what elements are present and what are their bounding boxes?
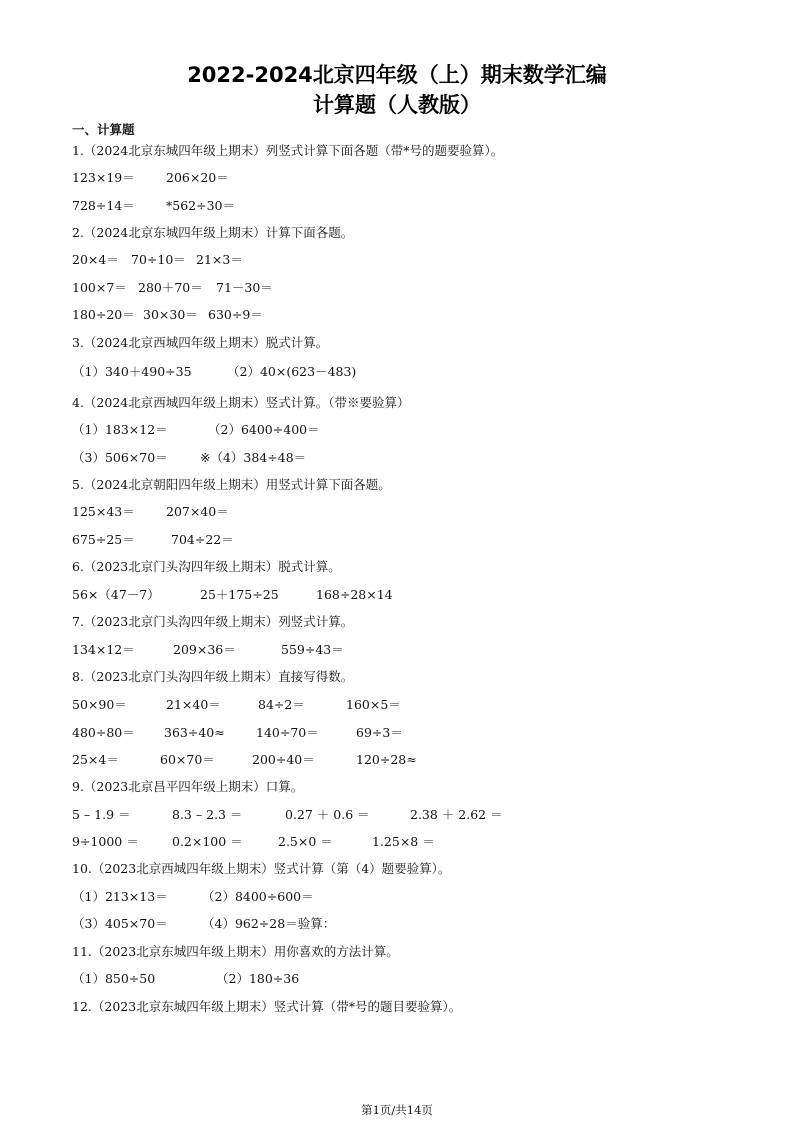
document-title: 2022-2024北京四年级（上）期末数学汇编 xyxy=(187,63,607,87)
expression: 9÷1000 ＝ xyxy=(72,834,139,849)
expression: （3）506×70＝ xyxy=(72,450,168,465)
expression: 25＋175÷25 xyxy=(200,587,279,602)
question-5-stem: 5.（2024北京朝阳四年级上期末）用竖式计算下面各题。 xyxy=(72,477,391,492)
expression: 5 – 1.9 ＝ xyxy=(72,807,131,822)
question-6-stem: 6.（2023北京门头沟四年级上期末）脱式计算。 xyxy=(72,559,341,574)
expression: 71－30＝ xyxy=(216,280,273,295)
expression: 206×20＝ xyxy=(166,170,229,185)
expression: 280＋70＝ xyxy=(138,280,203,295)
expression: 2.5×0 ＝ xyxy=(278,834,333,849)
expression: 168÷28×14 xyxy=(316,587,393,602)
expression: 0.2×100 ＝ xyxy=(172,834,243,849)
expression: （2）8400÷600＝ xyxy=(202,889,314,904)
expression: 125×43＝ xyxy=(72,504,135,519)
expression: 559÷43＝ xyxy=(281,642,344,657)
question-9-stem: 9.（2023北京昌平四年级上期末）口算。 xyxy=(72,779,304,794)
expression: 207×40＝ xyxy=(166,504,229,519)
question-8-stem: 8.（2023北京门头沟四年级上期末）直接写得数。 xyxy=(72,669,354,684)
expression: 50×90＝ xyxy=(72,697,127,712)
question-11-stem: 11.（2023北京东城四年级上期末）用你喜欢的方法计算。 xyxy=(72,944,399,959)
expression: （4）962÷28＝验算： xyxy=(202,916,336,931)
question-10-stem: 10.（2023北京西城四年级上期末）竖式计算（第（4）题要验算）。 xyxy=(72,861,451,876)
expression: 160×5＝ xyxy=(346,697,401,712)
expression: 480÷80＝ xyxy=(72,725,135,740)
expression: 21×3＝ xyxy=(196,252,243,267)
expression: 675÷25＝ xyxy=(72,532,135,547)
expression: 20×4＝ xyxy=(72,252,119,267)
expression: 25×4＝ xyxy=(72,752,119,767)
expression: 69÷3＝ xyxy=(356,725,403,740)
expression: 8.3 – 2.3 ＝ xyxy=(172,807,243,822)
expression: 728÷14＝ xyxy=(72,198,135,213)
expression: *562÷30＝ xyxy=(166,198,235,213)
expression: （1）340＋490÷35 xyxy=(72,364,192,379)
expression: 704÷22＝ xyxy=(171,532,234,547)
expression: （2）180÷36 xyxy=(216,971,300,986)
question-2-stem: 2.（2024北京东城四年级上期末）计算下面各题。 xyxy=(72,225,354,240)
question-3-stem: 3.（2024北京西城四年级上期末）脱式计算。 xyxy=(72,335,329,350)
expression: 21×40＝ xyxy=(166,697,221,712)
document-subtitle: 计算题（人教版） xyxy=(313,93,481,117)
expression: 1.25×8 ＝ xyxy=(372,834,435,849)
expression: 60×70＝ xyxy=(160,752,215,767)
expression: 2.38 ＋ 2.62 ＝ xyxy=(410,807,503,822)
expression: 180÷20＝ xyxy=(72,307,135,322)
question-1-stem: 1.（2024北京东城四年级上期末）列竖式计算下面各题（带*号的题要验算）。 xyxy=(72,143,504,158)
expression: 100×7＝ xyxy=(72,280,127,295)
expression: （2）6400÷400＝ xyxy=(208,422,320,437)
expression: 120÷28≈ xyxy=(356,752,417,767)
expression: 209×36＝ xyxy=(173,642,236,657)
expression: 70÷10＝ xyxy=(131,252,186,267)
question-7-stem: 7.（2023北京门头沟四年级上期末）列竖式计算。 xyxy=(72,614,354,629)
expression: 123×19＝ xyxy=(72,170,135,185)
expression: 56×（47－7） xyxy=(72,587,160,602)
expression: ※（4）384÷48＝ xyxy=(200,450,307,465)
expression: 0.27 ＋ 0.6 ＝ xyxy=(285,807,370,822)
expression: （3）405×70＝ xyxy=(72,916,168,931)
expression: 30×30＝ xyxy=(143,307,198,322)
expression: 134×12＝ xyxy=(72,642,135,657)
page-footer: 第1页/共14页 xyxy=(361,1103,433,1117)
expression: （2）40×(623－483) xyxy=(227,364,357,379)
question-4-stem: 4.（2024北京西城四年级上期末）竖式计算。（带※要验算） xyxy=(72,395,410,410)
expression: （1）183×12＝ xyxy=(72,422,168,437)
expression: （1）213×13＝ xyxy=(72,889,168,904)
expression: 84÷2＝ xyxy=(258,697,305,712)
expression: 200÷40＝ xyxy=(252,752,315,767)
expression: 363÷40≈ xyxy=(164,725,225,740)
expression: 140÷70＝ xyxy=(256,725,319,740)
expression: 630÷9＝ xyxy=(208,307,263,322)
expression: （1）850÷50 xyxy=(72,971,156,986)
question-12-stem: 12.（2023北京东城四年级上期末）竖式计算（带*号的题目要验算）。 xyxy=(72,999,462,1014)
section-heading: 一、计算题 xyxy=(72,122,135,137)
